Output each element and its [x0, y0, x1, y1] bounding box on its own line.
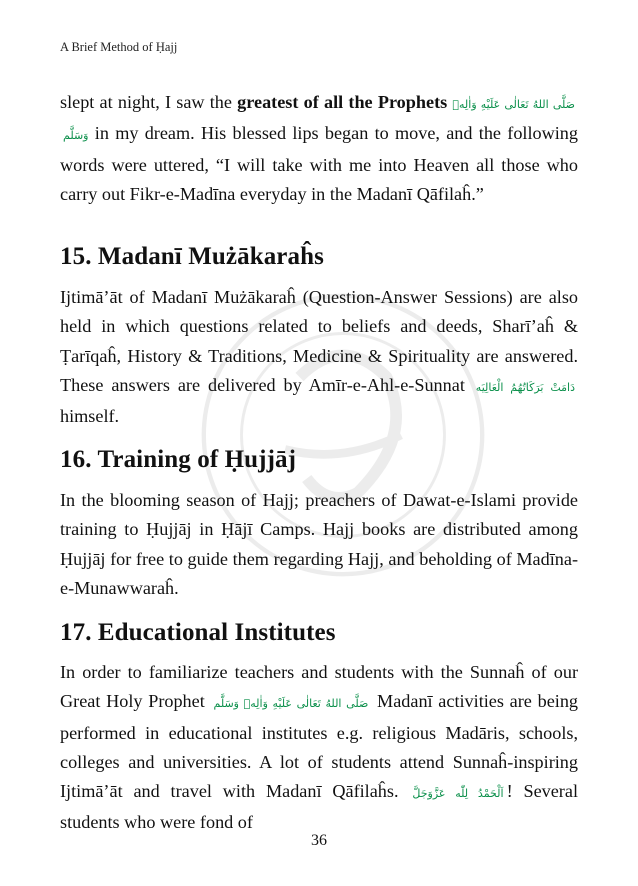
page-number: 36	[311, 832, 327, 849]
section-17-arabic-alhamdulillah: اَلْحَمْدُ لِلّٰه عَزَّوَجَلَّ	[412, 787, 504, 801]
section-17-text-end: ! Several students who were fond of	[60, 781, 578, 833]
section-16-paragraph	[60, 486, 578, 603]
section-17-text: In order to familiarize teachers and students with the Sunnaĥ of our Great Holy Prophet	[60, 662, 578, 712]
section-15-text: Ijtimā’āt of Madanī Mużākaraĥ (Question-Answer Sessions) are also held in which questions related to beliefs and deeds, Sharī’aĥ & Ṭarīqaĥ, History & Traditions, Medicine & Spirituality are answered. These answers are delivered by Amīr-e-Ahl-e-Sunnat	[60, 287, 578, 395]
running-header: A Brief Method of Ḥajj	[60, 40, 178, 54]
section-15-arabic-honorific: دَامَتْ بَرَكَاتُهُمُ الْعَالِيَه	[475, 380, 575, 394]
section-15-text-end: himself.	[60, 406, 120, 427]
intro-paragraph	[60, 88, 578, 209]
section-15-paragraph	[60, 283, 578, 431]
intro-emphasis: greatest of all the Prophets	[237, 92, 448, 112]
intro-text-start: slept at night, I saw the	[60, 92, 238, 112]
intro-text-end: in my dream. His blessed lips began to move, and the following words were uttered, “I will take with me into Heaven all those who carry out Fikr-e-Madīna everyday in the Madanī Qāfilaĥ.”	[60, 123, 578, 204]
intro-arabic-salutation: صَلَّى اللهُ تَعَالٰى عَلَيْهِ وَاٰلِهٖ وَسَلَّم	[63, 98, 575, 143]
section-16-text: In the blooming season of Hajj; preachers of Dawat-e-Islami provide training to Ḥujjāj in Ḥājī Camps. Hajj books are distributed among Ḥujjāj for free to guide them regarding Hajj, and beholding of Madīna-e-Munawwaraĥ.	[60, 490, 578, 598]
section-17-arabic-salutation: صَلَّى اللهُ تَعَالٰى عَلَيْهِ وَاٰلِهٖ وَسَلَّم	[213, 697, 369, 711]
section-17-text-mid: Madanī activities are being performed in educational institutes e.g. religious Madāris, schools, colleges and universities. A lot of students attend Sunnaĥ-inspiring Ijtimā’āt and travel with Madanī Qāfilaĥs.	[60, 691, 579, 802]
section-17-paragraph	[60, 658, 578, 838]
section-16-heading: 16. Training of Ḥujjāj	[60, 446, 297, 473]
section-15-heading: 15. Madanī Mużākaraĥs	[60, 243, 324, 270]
section-17-heading: 17. Educational Institutes	[60, 619, 336, 646]
